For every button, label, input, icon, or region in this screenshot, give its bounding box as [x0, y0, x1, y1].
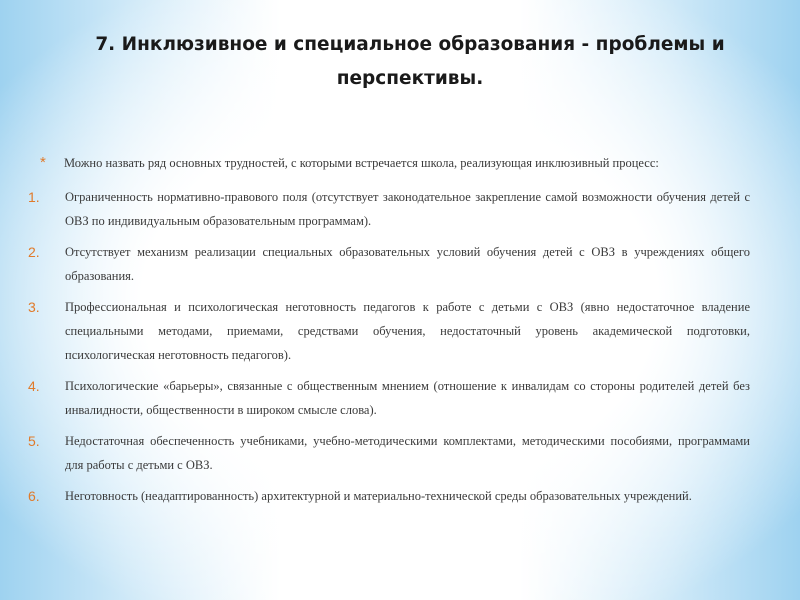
list-item: [28, 374, 750, 422]
list-item-text: Ограниченность нормативно-правового поля (отсутствует законодательное закрепление самой возможности обучения детей с ОВЗ по индивидуальным образовательным программам).: [65, 190, 750, 228]
slide-title: 7. Инклюзивное и специальное образования - проблемы и перспективы.: [95, 34, 725, 89]
list-number: 1.: [28, 189, 40, 205]
list-item-text: Неготовность (неадаптированность) архитектурной и материально-технической среды образовательных учреждений.: [65, 489, 692, 503]
list-item: [28, 295, 750, 367]
list-item-text: Недостаточная обеспеченность учебниками, учебно-методическими комплектами, методическими пособиями, программами для работы с детьми с ОВЗ.: [65, 434, 750, 472]
list-item-text: Отсутствует механизм реализации специальных образовательных условий обучения детей с ОВЗ в учреждениях общего образования.: [65, 245, 750, 283]
intro-paragraph: [28, 151, 750, 175]
list-number: 4.: [28, 378, 40, 394]
list-item: [28, 429, 750, 477]
list-item: [28, 240, 750, 288]
list-number: 6.: [28, 488, 40, 504]
list-item: [28, 185, 750, 233]
list-number: 5.: [28, 433, 40, 449]
list-item-text: Психологические «барьеры», связанные с общественным мнением (отношение к инвалидам со стороны родителей детей без инвалидности, общественности в широком смысле слова).: [65, 379, 750, 417]
bullet-marker: *: [40, 154, 46, 171]
slide-content: [28, 151, 750, 515]
list-item-text: Профессиональная и психологическая неготовность педагогов к работе с детьми с ОВЗ (явно недостаточное владение специальными методами, приемами, средствами обучения, недостаточный уровень академической подготовки, психологическая неготовность педагогов).: [65, 300, 750, 362]
list-item: [28, 484, 750, 508]
intro-text: Можно назвать ряд основных трудностей, с которыми встречается школа, реализующая инклюзивный процесс:: [64, 156, 659, 170]
list-number: 3.: [28, 299, 40, 315]
list-number: 2.: [28, 244, 40, 260]
